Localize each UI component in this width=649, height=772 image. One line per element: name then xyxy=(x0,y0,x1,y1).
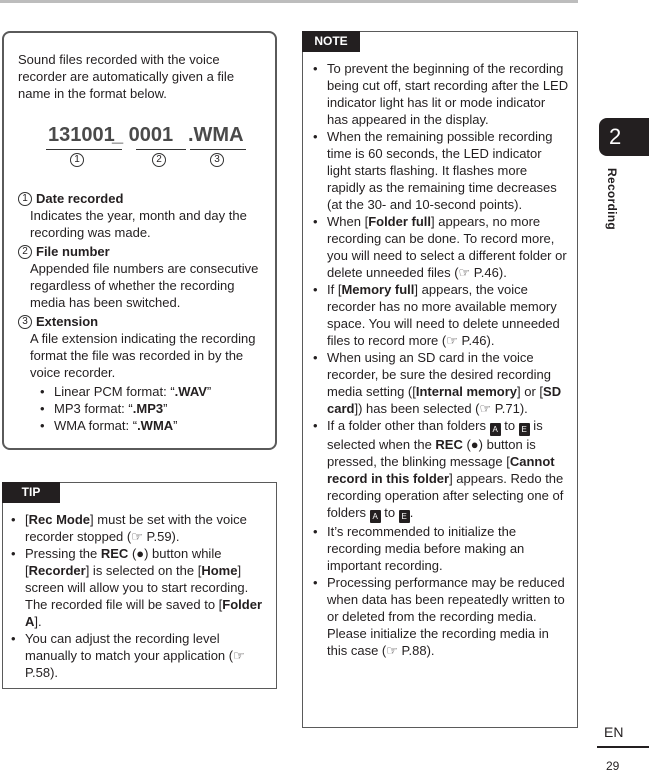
term-file-number xyxy=(18,243,263,260)
term-number: 2 xyxy=(18,245,32,259)
page-number: 29 xyxy=(606,759,620,772)
note-item: • When [Folder full] appears, no more recording can be done. To record more, you will need to select a different folder or delete unneeded files (☞ P.46). xyxy=(313,213,569,281)
format-list xyxy=(18,383,263,434)
top-rule xyxy=(0,0,578,3)
language-rule xyxy=(597,746,649,748)
note-label: NOTE xyxy=(302,31,360,52)
language-label: EN xyxy=(604,724,624,740)
folder-icon: E xyxy=(519,423,530,436)
folder-icon: E xyxy=(399,510,410,523)
term-description: A file extension indicating the recording format the file was recorded in by the voice recorder. xyxy=(30,331,256,380)
marker-1: 1 xyxy=(70,153,84,167)
note-list xyxy=(313,60,569,659)
term-description: Appended file numbers are consecutive regardless of whether the recording media has been switched. xyxy=(30,261,259,310)
filename-part-date: 131001 xyxy=(48,124,115,146)
term-description: Indicates the year, month and day the recording was made. xyxy=(30,208,247,240)
term-label: Date recorded xyxy=(36,191,124,206)
folder-icon: A xyxy=(370,510,381,523)
note-item: • If [Memory full] appears, the voice recorder has no more available memory space. You will need to delete unneeded files to record more (☞ P.46). xyxy=(313,281,569,349)
marker-2: 2 xyxy=(152,153,166,167)
note-item: • To prevent the beginning of the recording being cut off, start recording after the LED indicator light has lit or mode indicator has appeared in the display. xyxy=(313,60,569,128)
term-label: File number xyxy=(36,244,110,259)
tip-label: TIP xyxy=(2,482,60,503)
tip-item: • Pressing the REC (●) button while [Recorder] is selected on the [Home] screen will allow you to start recording. The recorded file will be saved to [Folder A]. xyxy=(11,545,268,630)
tip-box xyxy=(2,482,277,689)
format-item-wav: • Linear PCM format: “.WAV” xyxy=(40,383,263,400)
note-item: • Processing performance may be reduced when data has been repeatedly written to or deleted from the recording media. Please initialize the recording media in this case (☞ P.88). xyxy=(313,574,569,659)
underline-extension xyxy=(190,149,246,150)
tip-list xyxy=(11,511,268,681)
term-label: Extension xyxy=(36,314,99,329)
tip-item: • You can adjust the recording level manually to match your application (☞ P.58). xyxy=(11,630,268,681)
tip-item: • [Rec Mode] must be set with the voice recorder stopped (☞ P.59). xyxy=(11,511,268,545)
note-item: • When using an SD card in the voice recorder, be sure the desired recording media setting ([Internal memory] or [SD card]) has been selected (☞ P.71). xyxy=(313,349,569,417)
underline-date xyxy=(46,149,122,150)
chapter-title: Recording xyxy=(605,168,619,231)
term-extension xyxy=(18,313,263,330)
filename-format-box xyxy=(2,31,277,450)
note-item: • It’s recommended to initialize the recording media before making an important recording. xyxy=(313,523,569,574)
filename-intro: Sound files recorded with the voice recorder are automatically given a file name in the format below. xyxy=(18,52,235,101)
note-box xyxy=(302,31,578,728)
folder-icon: A xyxy=(490,423,501,436)
term-date-recorded xyxy=(18,190,263,207)
term-number: 3 xyxy=(18,315,32,329)
format-item-mp3: • MP3 format: “.MP3” xyxy=(40,400,263,417)
term-number: 1 xyxy=(18,192,32,206)
underline-number xyxy=(136,149,186,150)
format-item-wma: • WMA format: “.WMA” xyxy=(40,417,263,434)
note-item: • If a folder other than folders A to E is selected when the REC (●) button is pressed, the blinking message [Cannot record in this folder] appears. Redo the recording operation after selecting one of folders A to E . xyxy=(313,417,569,523)
filename-definitions xyxy=(18,190,263,434)
note-item: • When the remaining possible recording time is 60 seconds, the LED indicator light starts flashing. It flashes more rapidly as the remaining time decreases (at the 30- and 10-second points). xyxy=(313,128,569,213)
filename-part-extension: .WMA xyxy=(188,124,244,146)
chapter-tab: 2 xyxy=(599,118,649,156)
filename-example xyxy=(40,124,244,176)
filename-part-number: _ 0001 xyxy=(112,124,174,146)
marker-3: 3 xyxy=(210,153,224,167)
